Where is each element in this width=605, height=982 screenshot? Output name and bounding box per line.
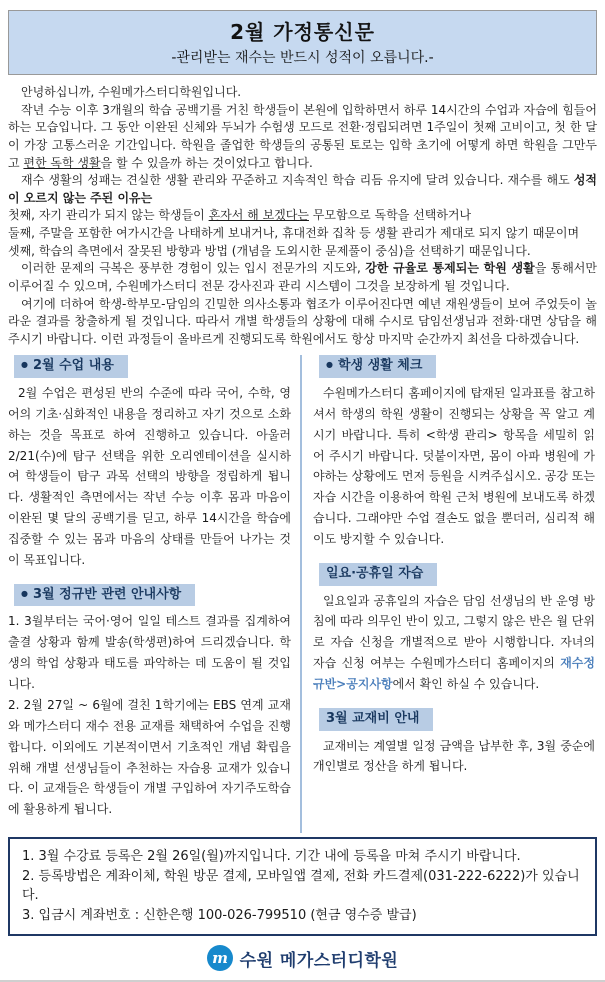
section-body: 교재비는 계열별 일정 금액을 납부한 후, 3월 중순에 개인별로 정산을 하게 됩니다. [313, 738, 595, 774]
intro-text: 재수 생활의 성패는 견실한 생활 관리와 꾸준하고 지속적인 학습 리듬 유지에 달려 있습니다. 재수를 해도 [21, 173, 574, 188]
payment-notice-box [8, 837, 597, 936]
section-title: 3월 교재비 안내 [326, 710, 420, 726]
intro-bold-text: 강한 규율로 통제되는 학원 생활 [365, 261, 535, 276]
intro-underlined-text: 편한 독학 생활 [23, 155, 101, 170]
section-text: 일요일과 공휴일의 자습은 담임 선생님의 반 운영 방침에 따라 의무인 반이 있고, 그렇지 않은 반은 월 단위로 자습 신청을 개별적으로 받아 시행합니다. 자녀의 자습 신청 여부는 수원메가스터디 홈페이지의 [313, 593, 595, 671]
section-header-sunday-holiday-study [319, 563, 437, 586]
bullet-icon: ● [21, 588, 28, 598]
svg-text:m: m [211, 949, 228, 968]
intro-underlined-text: 혼자서 해 보겠다는 [208, 208, 309, 223]
section-body: 2월 수업은 편성된 반의 수준에 따라 국어, 수학, 영어의 기초·심화적인 내용을 정리하고 자기 것으로 소화하는 것을 목표로 하여 진행하고 있습니다. 아울러 2/21(수)에 탐구 선택을 위한 오리엔테이션을 실시하여 학생들이 탐구 과목 선택의 방향을 정립하게 됩니다. 생활적인 측면에서는 작년 수능 이후 몸과 마음이 이완된 몇 달의 공백기를 딛고, 하루 14시간을 학습에 집중할 수 있는 몸과 마음의 상태를 만들어 나가는 것이 목표입니다. [8, 385, 291, 567]
payment-notice-line: 1. 3월 수강료 등록은 2월 26일(월)까지입니다. 기간 내에 등록을 마쳐 주시기 바랍니다. [22, 849, 521, 865]
newsletter-header [8, 10, 597, 75]
academy-name: 수원 메가스터디학원 [239, 950, 399, 971]
bullet-icon: ● [326, 360, 333, 370]
section-march-regular-notice [8, 584, 291, 820]
section-march-textbook-fee [313, 708, 595, 777]
section-title: 3월 정규반 관련 안내사항 [32, 586, 182, 602]
section-title: 학생 생활 체크 [337, 358, 423, 374]
intro-section [8, 84, 597, 348]
section-list-item: 1. 3월부터는 국어·영어 일일 테스트 결과를 집계하여 출결 상황과 함께 발송(학생편)하여 드리겠습니다. 학생의 학업 상황과 태도를 파악하는 데 도움이 될 것입니다. [8, 614, 291, 692]
section-header-february-classes [14, 355, 128, 378]
megastudy-logo-icon [207, 945, 233, 971]
section-body: 수원메가스터디 홈페이지에 탑재된 일과표를 참고하셔서 학생의 학원 생활이 진행되는 상황을 꼭 알고 계시기 바랍니다. 특히 <학생 관리> 항목을 세밀히 읽어 주시기 바랍니다. 덧붙이자면, 몸이 아파 병원에 가야하는 상황에도 먼저 등원을 시켜주십시오. 공강 또는 자습 시간을 이용하여 학원 근처 병원에 보내도록 하겠습니다. 그래야만 수업 결손도 없을 뿐더러, 심리적 해이도 방지할 수 있습니다. [313, 385, 595, 547]
two-column-area [8, 355, 597, 833]
intro-text: 이러한 문제의 극복은 풍부한 경험이 있는 입시 전문가의 지도와, [21, 261, 366, 276]
bullet-icon: ● [21, 360, 28, 370]
intro-bold-text: 성적이 오르지 않는 주된 이유는 [8, 173, 597, 205]
section-header-student-life-check [319, 355, 436, 378]
footer [8, 945, 597, 971]
intro-text: 작년 수능 이후 3개월의 학습 공백기를 거친 학생들이 본원에 입학하면서 하루 14시간의 수업과 자습에 힘들어하는 모습입니다. 그 동안 이완된 신체와 두뇌가 수험생 모드로 전환·정립되려면 1주일이 첫째 고비이고, 첫 한 달이 가장 고통스러운 기간입니다. 학원을 졸업한 학생들의 공통된 토로는 입학 초기에 어떻게 하면 학원을 그만두고 [8, 102, 597, 170]
intro-paragraph [8, 102, 597, 173]
intro-paragraph-third-reason: 셋째, 학습의 측면에서 잘못된 방향과 방법 (개념을 도외시한 문제풀이 중심)을 선택하기 때문입니다. [8, 243, 531, 258]
left-column [8, 355, 300, 833]
section-text: 에서 확인 하실 수 있습니다. [392, 677, 540, 692]
section-title: 2월 수업 내용 [32, 358, 114, 374]
intro-paragraph [8, 172, 597, 207]
page-title: 2월 가정통신문 [230, 20, 375, 44]
section-list-item: 2. 2월 27일 ~ 6월에 걸친 1학기에는 EBS 연계 교재와 메가스터디 재수 전용 교재를 채택하여 수업을 진행합니다. 이외에도 기본적이면서 기초적인 개념 확립을 위해 개별 선생님들이 추천하는 자습용 교재가 있습니다. 이 교재들은 학생들이 개별 구입하여 자기주도학습에 활용하게 됩니다. [8, 697, 291, 817]
intro-paragraph-closing: 여기에 더하여 학생-학부모-담임의 긴밀한 의사소통과 협조가 이루어진다면 예년 재원생들이 보여 주었듯이 놀라운 결과를 창출하게 될 것입니다. 따라서 개별 학생들의 상황에 대해 수시로 담임선생님과 전화·대면 상담을 해 주시기 바랍니다. 이런 과정들이 올바르게 진행되도록 학원에서도 항상 마지막 순간까지 최선을 다하겠습니다. [8, 296, 597, 346]
intro-paragraph-second-reason: 둘째, 주말을 포함한 여가시간을 나태하게 보내거나, 휴대전화 집착 등 생활 관리가 제대로 되지 않기 때문이며 [8, 226, 580, 240]
intro-paragraph-first-reason [8, 207, 597, 225]
payment-notice-line: 2. 등록방법은 계좌이체, 학원 방문 결제, 모바일앱 결제, 전화 카드결제(031-222-6222)가 있습니다. [22, 868, 580, 904]
right-column [302, 355, 595, 833]
payment-notice-line: 3. 입금시 계좌번호 : 신한은행 100-026-799510 (현금 영수증 발급) [22, 907, 417, 923]
section-title: 일요·공휴일 자습 [326, 565, 424, 581]
intro-paragraph [8, 260, 597, 295]
section-body [313, 591, 595, 695]
intro-text: 을 통해서만 이루어질 수 있으며, 수원메가스터디 전문 강사진과 관리 시스템이 그것을 보장하게 될 것입니다. [8, 261, 597, 293]
section-february-classes [8, 355, 291, 570]
section-sunday-holiday-study [313, 563, 595, 695]
homepage-notice-link[interactable]: 재수정규반>공지사항 [313, 656, 595, 692]
section-header-march-textbook-fee [319, 708, 433, 731]
intro-text: 무모함으로 독학을 선택하거나 [308, 208, 472, 223]
section-header-march-regular-notice [14, 584, 195, 607]
page-subtitle: -관리받는 재수는 반드시 성적이 오릅니다.- [171, 50, 434, 66]
intro-text: 을 할 수 있을까 하는 것이었다고 합니다. [100, 155, 313, 170]
intro-text: 첫째, 자기 관리가 되지 않는 학생들이 [8, 208, 209, 223]
intro-paragraph-greeting: 안녕하십니까, 수원메가스터디학원입니다. [21, 85, 242, 99]
section-student-life-check [313, 355, 595, 550]
